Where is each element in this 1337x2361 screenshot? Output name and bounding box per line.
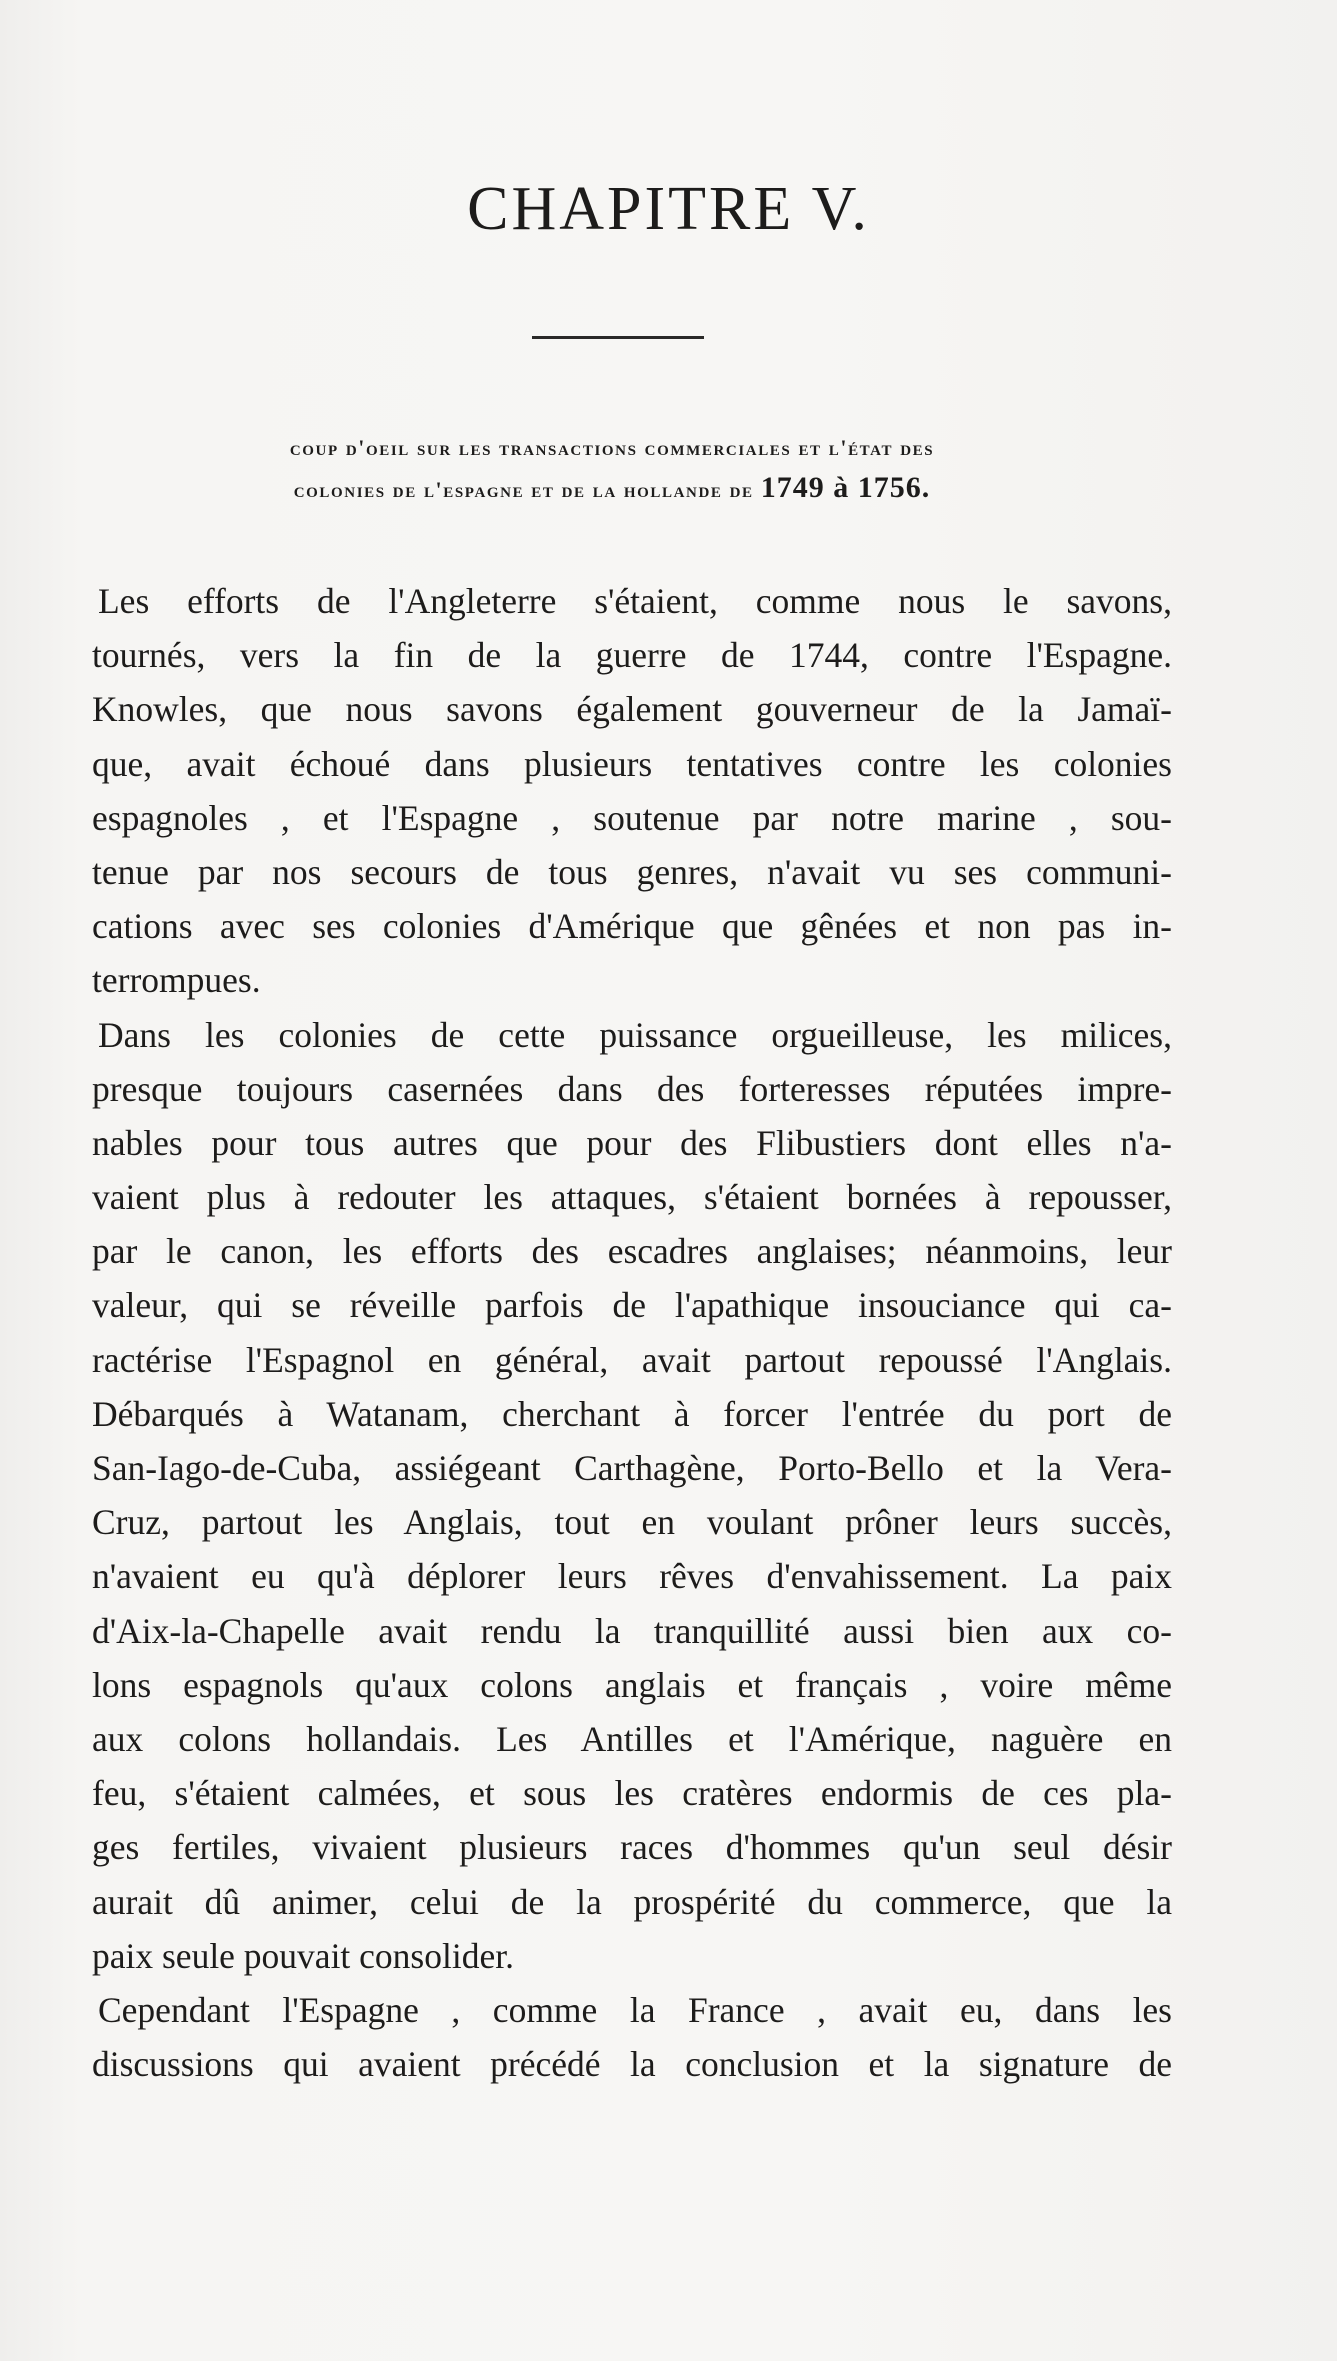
chapter-title: CHAPITRE V.	[467, 175, 870, 243]
text-line: tenue par nos secours de tous genres, n'avait vu ses communi-	[92, 851, 1172, 892]
text-line: aurait dû animer, celui de la prospérité du commerce, que la	[92, 1881, 1172, 1922]
text-line: Débarqués à Watanam, cherchant à forcer l'entrée du port de	[92, 1393, 1172, 1434]
text-line: espagnoles , et l'Espagne , soutenue par notre marine , sou-	[92, 797, 1172, 838]
text-line: cations avec ses colonies d'Amérique que gênées et non pas in-	[92, 906, 1172, 947]
paragraph	[92, 1983, 1172, 2091]
text-line: San-Iago-de-Cuba, assiégeant Carthagène, Porto-Bello et la Vera-	[92, 1448, 1172, 1488]
chapter-summary	[50, 428, 1174, 510]
text-line: d'Aix-la-Chapelle avait rendu la tranquillité aussi bien aux co-	[92, 1610, 1172, 1651]
text-line: ges fertiles, vivaient plusieurs races d'hommes qu'un seul désir	[92, 1827, 1172, 1868]
text-line: lons espagnols qu'aux colons anglais et français , voire même	[92, 1664, 1172, 1705]
text-line: Cruz, partout les Anglais, tout en voulant prôner leurs succès,	[92, 1502, 1172, 1543]
paragraph	[92, 1008, 1172, 1983]
text-line: Dans les colonies de cette puissance orgueilleuse, les milices,	[98, 1014, 1172, 1055]
summary-line-2: colonies de l'espagne et de la hollande de	[293, 477, 754, 502]
text-line: discussions qui avaient précédé la conclusion et la signature de	[92, 2044, 1172, 2085]
text-line: aux colons hollandais. Les Antilles et l'Amérique, naguère en	[92, 1718, 1172, 1759]
text-line: n'avaient eu qu'à déplorer leurs rêves d'envahissement. La paix	[92, 1556, 1172, 1597]
text-line: Les efforts de l'Angleterre s'étaient, comme nous le savons,	[98, 581, 1172, 621]
text-line: Cependant l'Espagne , comme la France , avait eu, dans les	[98, 1989, 1172, 2030]
text-line: presque toujours casernées dans des forteresses réputées impre-	[92, 1068, 1172, 1109]
paragraph	[92, 574, 1172, 1008]
text-line: valeur, qui se réveille parfois de l'apathique insouciance qui ca-	[92, 1285, 1172, 1326]
text-line: que, avait échoué dans plusieurs tentatives contre les colonies	[92, 743, 1172, 784]
text-line: vaient plus à redouter les attaques, s'étaient bornées à repousser,	[92, 1177, 1172, 1218]
text-line: Knowles, que nous savons également gouverneur de la Jamaï-	[92, 689, 1172, 730]
text-line: nables pour tous autres que pour des Flibustiers dont elles n'a-	[92, 1122, 1172, 1163]
summary-years: 1749 à 1756.	[760, 471, 931, 504]
text-line: ractérise l'Espagnol en général, avait partout repoussé l'Anglais.	[92, 1339, 1172, 1380]
text-line: paix seule pouvait consolider.	[92, 1935, 514, 1976]
text-line: par le canon, les efforts des escadres anglaises; néanmoins, leur	[92, 1231, 1172, 1272]
summary-line-1: coup d'oeil sur les transactions commerciales et l'état des	[289, 435, 935, 460]
body-text	[92, 574, 1172, 2091]
title-rule	[532, 336, 704, 339]
text-line: tournés, vers la fin de la guerre de 1744, contre l'Espagne.	[92, 635, 1172, 676]
text-line: terrompues.	[92, 960, 261, 1001]
text-line: feu, s'étaient calmées, et sous les cratères endormis de ces pla-	[92, 1773, 1172, 1814]
